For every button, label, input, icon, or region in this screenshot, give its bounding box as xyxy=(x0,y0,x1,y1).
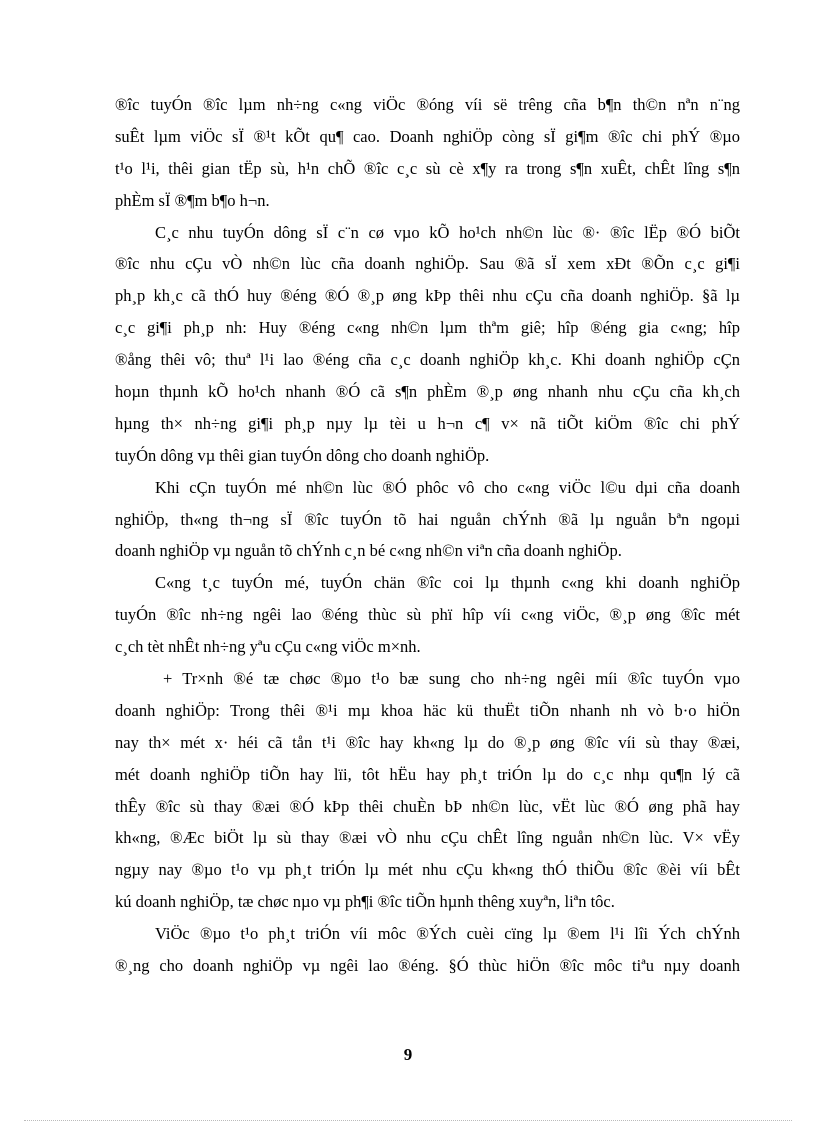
text-line: doanh nghiÖp: Trong thêi ®¹i mµ khoa häc kü thuËt tiÕn nhanh nh vò b·o hiÖn xyxy=(115,700,740,720)
text-line: ®ång thêi vô; thuª l¹i lao ®éng cña c¸c doanh nghiÖp kh¸c. Khi doanh nghiÖp cÇn xyxy=(115,350,740,370)
text-line: ViÖc ®µo t¹o ph¸t triÓn víi môc ®Ých cuèi cïng lµ ®em l¹i lîi Ých chÝnh xyxy=(155,924,740,944)
text-line: c¸ch tèt nhÊt nh÷ng yªu cÇu c«ng viÖc m×nh. xyxy=(115,637,421,657)
text-line: kú doanh nghiÖp, tæ chøc nµo vµ ph¶i ®îc tiÕn hµnh thêng xuyªn, liªn tôc. xyxy=(115,892,615,912)
text-line: suÊt lµm viÖc sÏ ®¹t kÕt qu¶ cao. Doanh nghiÖp còng sÏ gi¶m ®îc chi phÝ ®µo xyxy=(115,126,740,146)
text-line: nay th× mét x· héi cã tån t¹i ®îc hay kh«ng lµ do ®¸p øng ®îc víi sù thay ®æi, xyxy=(115,732,740,752)
document-body xyxy=(115,89,740,982)
text-line: mét doanh nghiÖp tiÕn hay lïi, tôt hËu hay ph¸t triÓn lµ do c¸c nhµ qu¶n lý cã xyxy=(115,764,740,784)
text-line: + Tr×nh ®é tæ chøc ®µo t¹o bæ sung cho nh÷ng ngêi míi ®îc tuyÓn vµo xyxy=(163,669,740,689)
text-line: c¸c gi¶i ph¸p nh: Huy ®éng c«ng nh©n lµm thªm giê; hîp ®éng gia c«ng; hîp xyxy=(115,318,740,338)
text-line: hµng th× nh÷ng gi¶i ph¸p nµy lµ tèi u h¬n c¶ v× nã tiÕt kiÖm ®îc chi phÝ xyxy=(115,413,740,433)
text-line: nghiÖp, th«ng th¬ng sÏ ®îc tuyÓn tõ hai nguån chÝnh ®ã lµ nguån bªn ngoµi xyxy=(115,509,740,529)
text-line: C«ng t¸c tuyÓn mé, tuyÓn chän ®îc coi lµ thµnh c«ng khi doanh nghiÖp xyxy=(155,573,740,593)
text-line: kh«ng, ®Æc biÖt lµ sù thay ®æi vÒ nhu cÇu chÊt lîng nguån nh©n lùc. V× vËy xyxy=(115,828,740,848)
page-number: 9 xyxy=(403,1045,413,1064)
paragraph xyxy=(115,663,740,918)
text-line: tuyÓn dông vµ thêi gian tuyÓn dông cho doanh nghiÖp. xyxy=(115,445,490,465)
text-line: C¸c nhu tuyÓn dông sÏ c¨n cø vµo kÕ ho¹ch nh©n lùc ®· ®îc lËp ®Ó biÕt xyxy=(155,222,740,242)
paragraph xyxy=(115,472,740,568)
text-line: ®¸ng cho doanh nghiÖp vµ ngêi lao ®éng. §Ó thùc hiÖn ®îc môc tiªu nµy doanh xyxy=(115,956,740,976)
paragraph xyxy=(115,217,740,472)
text-line: ngµy nay ®µo t¹o vµ ph¸t triÓn lµ mét nhu cÇu kh«ng thÓ thiÕu ®îc ®èi víi bÊt xyxy=(115,860,740,880)
text-line: thÊy ®îc sù thay ®æi ®Ó kÞp thêi chuÈn bÞ nh©n lùc, vËt lùc ®Ó øng phã hay xyxy=(115,796,740,816)
text-line: ®îc tuyÓn ®îc lµm nh÷ng c«ng viÖc ®óng víi së trêng cña b¶n th©n nªn n¨ng xyxy=(115,95,740,114)
text-line: ®îc nhu cÇu vÒ nh©n lùc cña doanh nghiÖp. Sau ®ã sÏ xem xÐt ®Õn c¸c gi¶i xyxy=(115,254,740,274)
paragraph xyxy=(115,567,740,663)
paragraph xyxy=(115,918,740,982)
text-line: doanh nghiÖp vµ nguån tõ chÝnh c¸n bé c«ng nh©n viªn cña doanh nghiÖp. xyxy=(115,541,622,561)
text-line: t¹o l¹i, thêi gian tËp sù, h¹n chÕ ®îc c¸c sù cè x¶y ra trong s¶n xuÊt, chÊt lîng s¶n xyxy=(115,158,740,178)
text-line: tuyÓn ®îc nh÷ng ngêi lao ®éng thùc sù phï hîp víi c«ng viÖc, ®¸p øng ®îc mét xyxy=(115,605,740,625)
paragraph xyxy=(115,89,740,217)
text-line: phÈm sÏ ®¶m b¶o h¬n. xyxy=(115,190,270,210)
text-line: ph¸p kh¸c cã thÓ huy ®éng ®Ó ®¸p øng kÞp thêi nhu cÇu cña doanh nghiÖp. §ã lµ xyxy=(115,286,740,306)
text-line: hoµn thµnh kÕ ho¹ch nhanh ®Ó cã s¶n phÈm ®¸p øng nhanh nhu cÇu cña kh¸ch xyxy=(115,382,740,402)
page-bottom-divider xyxy=(24,1120,792,1121)
text-line: Khi cÇn tuyÓn mé nh©n lùc ®Ó phôc vô cho c«ng viÖc l©u dµi cña doanh xyxy=(155,477,740,497)
